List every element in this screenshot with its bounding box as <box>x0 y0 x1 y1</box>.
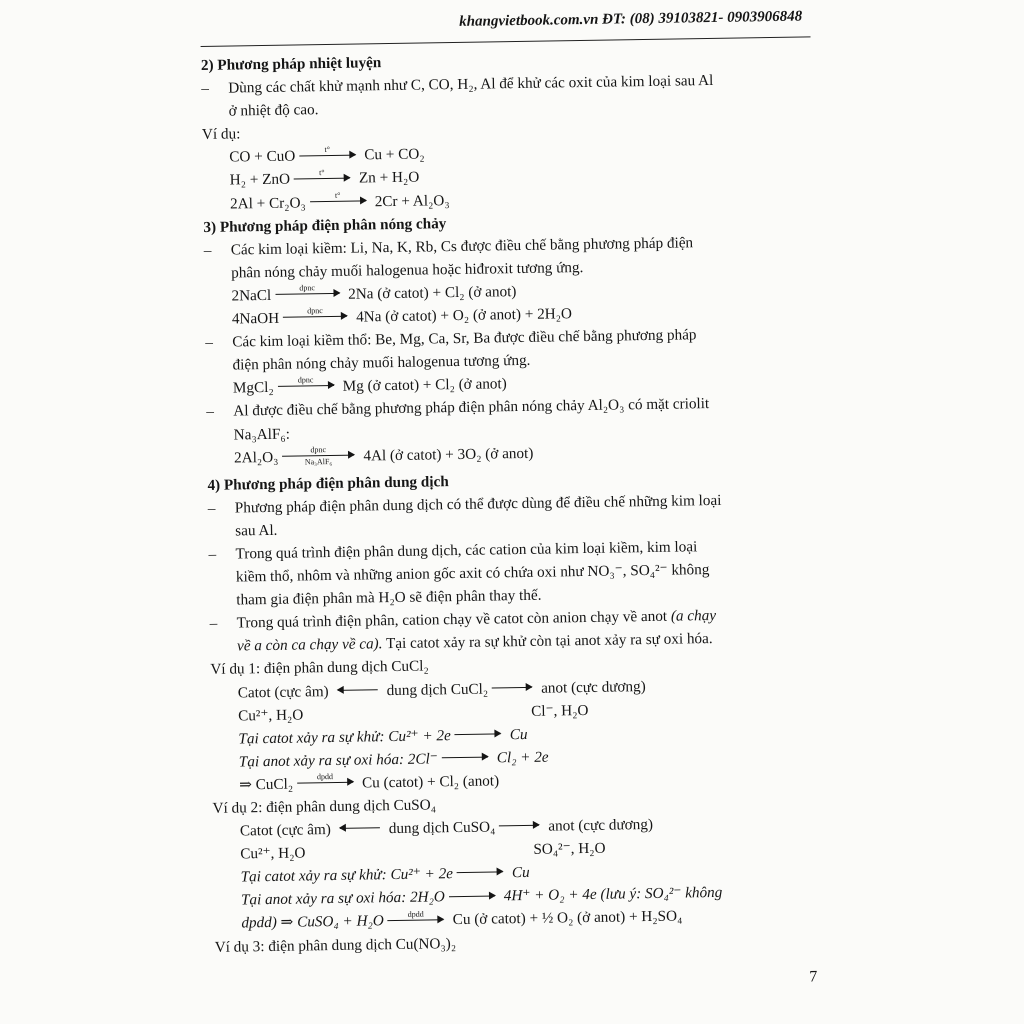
example-1-electrodes: Catot (cực âm) dung dịch CuCl₂ anot (cực dương) <box>237 677 646 702</box>
reaction-h2-zno: H₂ + ZnO t° Zn + H₂O <box>229 167 420 190</box>
reaction-arrow <box>455 723 501 735</box>
example-2-overall: dpdd) ⇒ CuSO₄ + H₂O dpdd Cu (ở catot) + ½ O₂ (ở anot) + H₂SO₄ <box>241 908 683 932</box>
example-1-oxidation: Tại anot xảy ra sự oxi hóa: 2Cl⁻ Cl₂ + 2e <box>238 748 549 771</box>
body-text <box>201 44 825 958</box>
reaction-arrow: t° <box>299 144 355 156</box>
page-number: 7 <box>809 968 818 986</box>
bullet-ion-migration: – Trong quá trình điện phân, cation chạy về catot còn anion chạy về anot (a chạy <box>209 603 819 636</box>
bullet-solution-electrolysis-cont: sau Al. <box>235 521 278 540</box>
reaction-naoh: 4NaOH dpnc 4Na (ở catot) + O₂ (ở anot) + 2H₂O <box>231 305 573 328</box>
section-3-heading: 3) Phương pháp điện phân nóng chảy <box>203 214 447 236</box>
example-2-label: Ví dụ 2: điện phân dung dịch CuSO₄ <box>212 796 437 817</box>
reaction-arrow: dpnc <box>278 375 334 387</box>
reaction-arrow: dpdd <box>297 772 353 784</box>
reaction-arrow <box>449 885 495 897</box>
example-1-reduction: Tại catot xảy ra sự khử: Cu²⁺ + 2e Cu <box>211 718 821 751</box>
reaction-arrow: dpnc <box>275 283 339 295</box>
reaction-nacl: 2NaCl dpnc 2Na (ở catot) + Cl₂ (ở anot) <box>231 283 517 305</box>
reaction-arrow: t° <box>294 167 350 179</box>
example-2-ions: Cu²⁺, H₂O SO₄²⁻, H₂O <box>240 839 606 863</box>
example-1-label: Ví dụ 1: điện phân dung dịch CuCl₂ <box>210 657 429 679</box>
page-content <box>200 0 826 1018</box>
reaction-arrow <box>442 747 488 759</box>
bullet-aluminium: – Al được điều chế bằng phương pháp điện phân nóng chảy Al₂O₃ có mặt criolit <box>206 391 816 424</box>
bullet-reducing-agents-cont: ở nhiệt độ cao. <box>228 101 319 120</box>
example-label: Ví dụ: <box>201 125 241 144</box>
bullet-alkali-metals-cont: phân nóng chảy muối halogenua hoặc hiđroxit tương ứng. <box>231 258 584 282</box>
reaction-co-cuo: CO + CuO t° Cu + CO₂ <box>229 144 425 166</box>
reaction-arrow: dpnc Na₃AlF₆ <box>282 444 354 456</box>
example-3-label: Ví dụ 3: điện phân dung dịch Cu(NO₃)₂ <box>214 934 457 956</box>
right-arrow <box>499 815 539 827</box>
reaction-al-cr2o3: 2Al + Cr₂O₃ t° 2Cr + Al₂O₃ <box>229 190 450 213</box>
bullet-alkaline-earth-cont: điện phân nóng chảy muối halogenua tương ứng. <box>232 352 531 374</box>
bullet-alkali-metals: – Các kim loại kiềm: Li, Na, K, Rb, Cs được điều chế bằng phương pháp điện <box>204 229 814 262</box>
bullet-alkaline-earth: – Các kim loại kiềm thổ: Be, Mg, Ca, Sr, Ba được điều chế bằng phương pháp <box>205 322 815 355</box>
example-2-electrodes: Catot (cực âm) dung dịch CuSO₄ anot (cực dương) <box>239 816 654 840</box>
bullet-aluminium-cont: Na₃AlF₆: <box>233 425 290 444</box>
bullet-reducing-agents: – Dùng các chất khử mạnh như C, CO, H₂, Al để khử các oxit của kim loại sau Al <box>201 68 811 101</box>
bullet-ion-migration-cont: về a còn ca chạy về ca). Tại catot xảy ra sự khử còn tại anot xảy ra sự oxi hóa. <box>236 630 713 655</box>
reaction-arrow: dpdd <box>388 909 444 921</box>
bullet-non-electrolysed-ions: – Trong quá trình điện phân dung dịch, các cation của kim loại kiềm, kim loại <box>208 533 818 566</box>
bullet-non-electrolysed-ions-cont2: tham gia điện phân mà H₂O sẽ điện phân thay thế. <box>236 586 542 609</box>
reaction-arrow <box>457 862 503 874</box>
bullet-non-electrolysed-ions-cont: kiềm thổ, nhôm và những anion gốc axit có chứa oxi như NO₃⁻, SO₄²⁻ không <box>235 561 710 586</box>
example-2-reduction: Tại catot xảy ra sự khử: Cu²⁺ + 2e Cu <box>213 857 823 890</box>
left-arrow <box>340 818 380 830</box>
page-header: khangvietbook.com.vn ĐT: (08) 39103821- 0903906848 <box>459 8 803 30</box>
example-1-overall: ⇒ CuCl₂ dpdd Cu (catot) + Cl₂ (anot) <box>239 772 500 794</box>
reaction-mgcl2: MgCl₂ dpnc Mg (ở catot) + Cl₂ (ở anot) <box>232 375 507 397</box>
section-4-heading: 4) Phương pháp điện phân dung dịch <box>207 472 449 494</box>
section-2-heading: 2) Phương pháp nhiệt luyện <box>200 54 382 74</box>
reaction-arrow: t° <box>310 190 366 202</box>
right-arrow <box>492 677 532 689</box>
example-2-oxidation: Tại anot xảy ra sự oxi hóa: 2H₂O 4H⁺ + O₂ + 4e (lưu ý: SO₄²⁻ không <box>240 884 723 909</box>
reaction-al2o3: 2Al₂O₃ dpnc Na₃AlF₆ 4Al (ở catot) + 3O₂ (ở anot) <box>233 444 534 467</box>
example-1-ions: Cu²⁺, H₂O Cl⁻, H₂O <box>237 701 589 725</box>
bullet-solution-electrolysis: – Phương pháp điện phân dung dịch có thể được dùng để điều chế những kim loại <box>208 487 818 520</box>
left-arrow <box>337 679 377 691</box>
reaction-arrow: dpnc <box>283 306 347 318</box>
